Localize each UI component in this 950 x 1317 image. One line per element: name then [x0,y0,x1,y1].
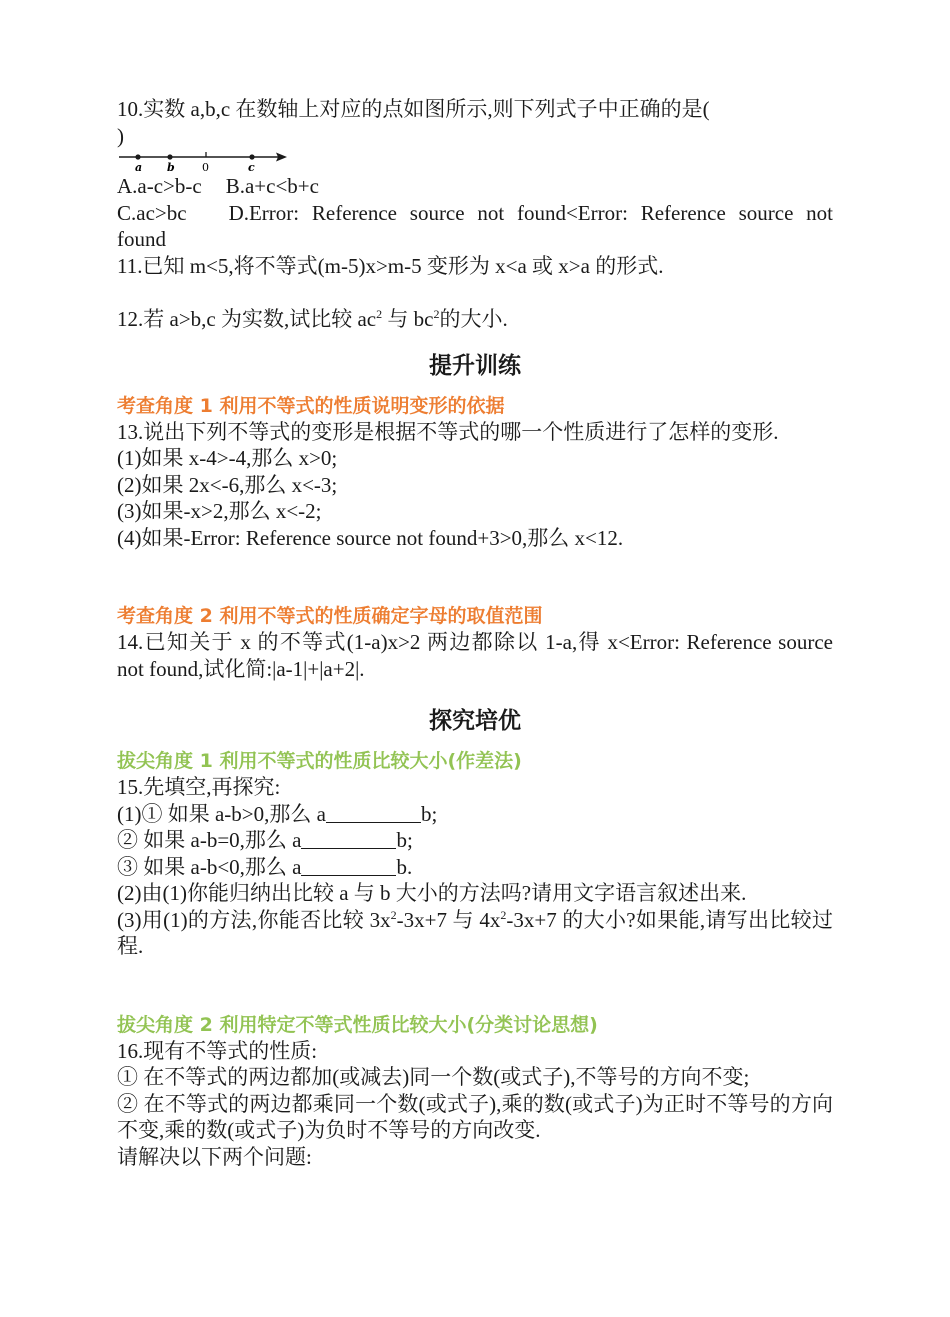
q15-part-2: (2)由(1)你能归纳出比较 a 与 b 大小的方法吗?请用文字语言叙述出来. [117,881,747,905]
option-a: A.a-c>b-c [117,174,202,198]
answer-blank-2[interactable] [301,830,396,849]
q15-stem: 15.先填空,再探究: [117,775,281,799]
q16-prop-1: ① 在不等式的两边都加(或减去)同一个数(或式子),不等号的方向不变; [117,1065,750,1089]
section-title-training: 提升训练 [429,352,521,379]
answer-blank-3[interactable] [301,857,396,876]
angle-heading-1: 考查角度 1 利用不等式的性质说明变形的依据 [117,394,505,417]
point-b-dot [167,154,172,159]
angle-heading-2: 考查角度 2 利用不等式的性质确定字母的取值范围 [117,605,543,627]
option-d: D.Error: Reference source not found<Error: Reference source not found [117,200,833,251]
q13-item-2: (2)如果 2x<-6,那么 x<-3; [117,472,338,497]
label-b: b [167,161,175,173]
q16-stem: 16.现有不等式的性质: [117,1038,318,1063]
q15-item-1: (1)① 如果 a-b>0,那么 a b; [117,801,438,826]
answer-blank-1[interactable] [326,804,421,823]
option-c: C.ac>bc [117,200,187,225]
q13-stem: 13.说出下列不等式的变形是根据不等式的哪一个性质进行了怎样的变形. [117,419,779,444]
q15-item-3: ③ 如果 a-b<0,那么 a b. [117,854,413,879]
section-title-explore: 探究培优 [429,708,521,734]
q16-prop-2: ② 在不等式的两边都乘同一个数(或式子),乘的数(或式子)为正时不等号的方向不变,乘的数(或式子)为负时不等号的方向改变. [117,1091,833,1142]
document-page [117,96,833,1170]
q10-stem: 10.实数 a,b,c 在数轴上对应的点如图所示,则下列式子中正确的是( ) [117,97,710,148]
q10-options-cd [117,200,833,253]
q14-text: 14.已知关于 x 的不等式(1-a)x>2 两边都除以 1-a,得 x<Error: Reference source not found,试化简:|a-1|+|a+2|. [117,630,833,681]
q13-item-3: (3)如果-x>2,那么 x<-2; [117,499,322,523]
q10-options-ab [117,173,833,200]
label-c: c [248,161,255,173]
number-line-figure [117,151,297,173]
q16-tail: 请解决以下两个问题: [117,1144,312,1169]
angle-heading-3: 拔尖角度 1 利用不等式的性质比较大小(作差法) [117,750,522,772]
q12-text: 12.若 a>b,c 为实数,试比较 $ac^2$ 与 $bc^2$的大小. [117,307,508,331]
q13-item-4: (4)如果-Error: Reference source not found+3>0,那么 x<12. [117,525,624,550]
angle-heading-4: 拔尖角度 2 利用特定不等式性质比较大小(分类讨论思想) [117,1013,598,1036]
label-zero: 0 [202,161,209,173]
option-b: B.a+c<b+c [225,174,319,198]
point-c-dot [249,154,254,159]
q15-item-2: ② 如果 a-b=0,那么 a b; [117,828,413,852]
q15-part-3: (3)用(1)的方法,你能否比较 $3x^2-3x+7$ 与 $4x^2-3x+7$ 的大小?如果能,请写出比较过程. [117,907,834,958]
point-a-dot [135,154,140,159]
label-a: a [135,161,143,173]
q13-item-1: (1)如果 x-4>-4,那么 x>0; [117,446,338,470]
q11-text: 11.已知 m<5,将不等式(m-5)x>m-5 变形为 x<a 或 x>a 的形式. [117,253,664,278]
